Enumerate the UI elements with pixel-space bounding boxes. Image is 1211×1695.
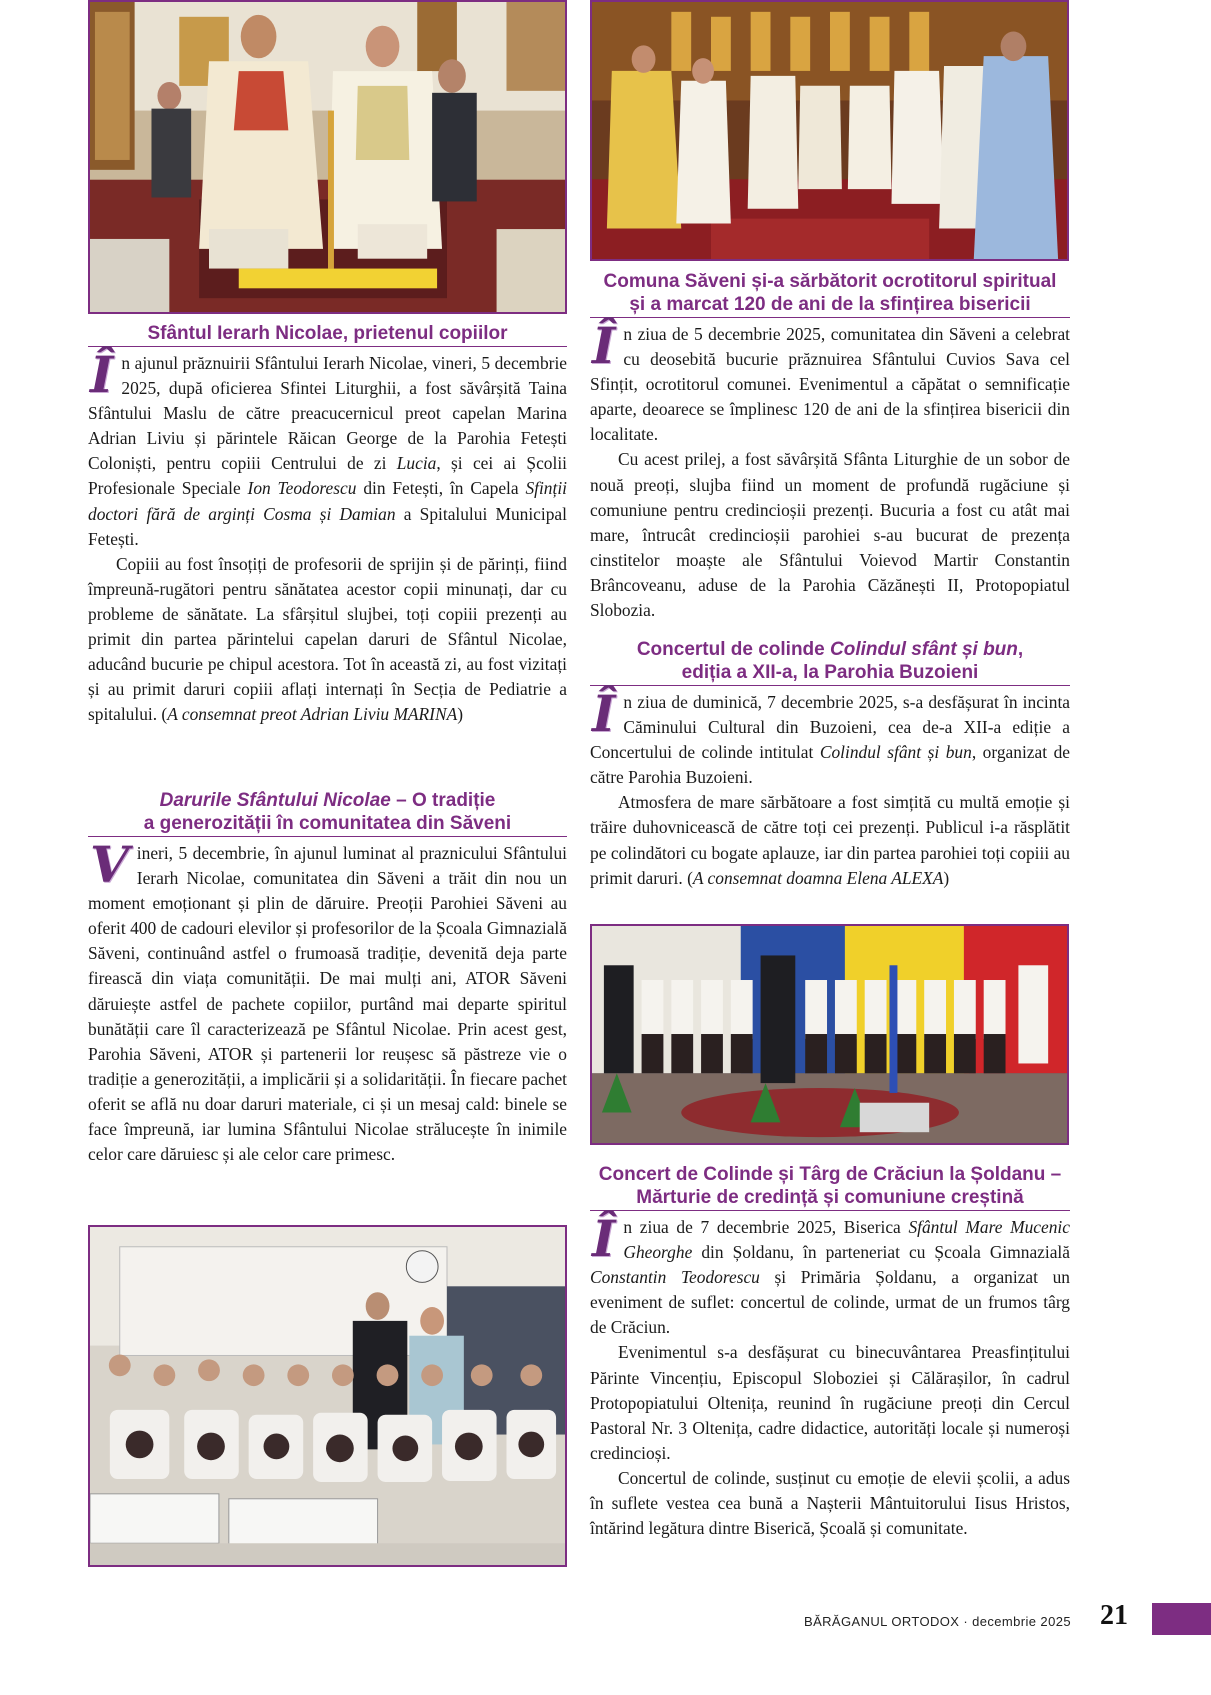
article-paragraph: În ziua de 7 decembrie 2025, Biserica Sfântul Mare Mucenic Gheorghe din Șoldanu, în parteneriat cu Școala Gimnazială Constantin Teodorescu și Primăria Șoldanu, a organizat un eveniment de suflet: concertul de colinde, urmat de un frumos târg de Crăciun. bbox=[590, 1209, 1070, 1338]
photo-children-gifts-image bbox=[90, 1227, 565, 1565]
article-sfantul-nicolae-prietenul-copiilor bbox=[88, 322, 567, 727]
article-concert-soldanu bbox=[590, 1163, 1070, 1541]
photo-maslu bbox=[88, 0, 567, 314]
article-paragraph: În ziua de 5 decembrie 2025, comunitatea din Săveni a celebrat cu deosebită bucurie prăznuirea Sfântului Cuvios Sava cel Sfințit, ocrotitorul comunei. Evenimentul a căpătat o semnificație aparte, deoarece se împlinesc 120 de ani de la sfințirea bisericii din localitate. bbox=[590, 316, 1070, 445]
photo-children-gifts bbox=[88, 1225, 567, 1567]
drop-cap: Î bbox=[592, 684, 616, 743]
article-title: Concertul de colinde Colindul sfânt și bun, ediția a XII-a, la Parohia Buzoieni bbox=[590, 638, 1070, 686]
photo-colinde-concert bbox=[590, 924, 1069, 1145]
article-paragraph: În ajunul prăznuirii Sfântului Ierarh Nicolae, vineri, 5 decembrie 2025, după oficierea Sfintei Liturghii, a fost săvârșită Taina Sfântului Maslu de către preacucernicul preot capelan Marina Adrian Liviu și părintele Răican George de la Parohia Fetești Coloniști, pentru copiii Centrului de zi Lucia, și cei ai Școlii Profesionale Speciale Ion Teodorescu din Fetești, în Capela Sfinții doctori fără de arginți Cosma și Damian a Spitalului Municipal Fetești. bbox=[88, 345, 568, 549]
drop-cap: V bbox=[90, 835, 129, 894]
article-comuna-saveni bbox=[590, 270, 1070, 623]
drop-cap: Î bbox=[90, 345, 114, 404]
article-title: Concert de Colinde și Târg de Crăciun la Șoldanu – Mărturie de credință și comuniune creștină bbox=[590, 1163, 1070, 1211]
article-darurile-sfantului-nicolae bbox=[88, 789, 567, 1167]
drop-cap: Î bbox=[592, 1209, 616, 1268]
photo-saveni-church-image bbox=[592, 2, 1067, 259]
article-title: Comuna Săveni și-a sărbătorit ocrotitorul spiritual și a marcat 120 de ani de la sfințirea bisericii bbox=[590, 270, 1070, 318]
article-paragraph: În ziua de duminică, 7 decembrie 2025, s-a desfășurat în incinta Căminului Cultural din Buzoieni, cea de-a XII-a ediție a Concertului de colinde intitulat Colindul sfânt și bun, organizat de către Parohia Buzoieni. bbox=[590, 684, 1070, 788]
article-paragraph: Concertul de colinde, susținut cu emoție de elevii școlii, a adus în suflete vestea cea bună a Nașterii Mântuitorului Iisus Hristos, întărind legătura dintre Biserică, Școală și comunitate. bbox=[590, 1467, 1070, 1539]
article-paragraph: Vineri, 5 decembrie, în ajunul luminat al praznicului Sfântului Ierarh Nicolae, comunitatea din Săveni a trăit din nou un moment emoționant și plin de dăruire. Preoții Parohiei Săveni au oferit 400 de cadouri elevilor și profesorilor de la Școala Gimnazială Săveni, continuând astfel o frumoasă tradiție, devenită deja parte firească din viața comunității. De mai mulți ani, ATOR Săveni dăruiește astfel de pachete copiilor, purtând mai departe spiritul bunătății care îl caracterizează pe Sfântul Nicolae. Prin acest gest, Parohia Săveni, ATOR și partenerii lor reușesc să păstreze vie o tradiție a generozității, a implicării și a solidarității. În fiecare pachet oferit se află nu doar daruri materiale, ci și un mesaj cald: binele se face împreună, iar lumina Sfântului Nicolae strălucește în inimile celor care dăruiesc și ale celor care primesc. bbox=[88, 835, 567, 1165]
article-paragraph: Cu acest prilej, a fost săvârșită Sfânta Liturghie de un sobor de nouă preoți, slujba fiind un moment de profundă rugăciune și comuniune pentru credincioșii prezenți. Bucuria a fost cu atât mai mare, întrucât credincioșii parohiei s-au bucurat de prezența cinstitelor moaște ale Sfântului Voievod Martir Constantin Brâncoveanu, aduse de la Parohia Căzănești II, Protopopiatul Slobozia. bbox=[590, 449, 1070, 621]
photo-saveni-church bbox=[590, 0, 1069, 261]
drop-cap: Î bbox=[592, 316, 616, 375]
article-title: Sfântul Ierarh Nicolae, prietenul copiilor bbox=[88, 322, 567, 347]
article-title: Darurile Sfântului Nicolae – O tradiție a generozității în comunitatea din Săveni bbox=[88, 789, 567, 837]
footer-publication: BĂRĂGANUL ORTODOX · decembrie 2025 bbox=[804, 1614, 1071, 1629]
photo-colinde-concert-image bbox=[592, 926, 1067, 1143]
article-concert-colinde-buzoieni bbox=[590, 638, 1070, 891]
photo-maslu-image bbox=[90, 2, 565, 312]
article-paragraph: Copiii au fost însoțiți de profesorii de sprijin și de părinți, fiind împreună-rugători pentru sănătatea acestor copii minunați, dar cu probleme de sănătate. La sfârșitul slujbei, toți copiii prezenți au primit din partea părintelui capelan daruri de Sfântul Nicolae, aducând bucurie pe chipul acestora. Tot în această zi, au fost vizitați și au primit daruri copiii aflați internați în Secția de Pediatrie a spitalului. (A consemnat preot Adrian Liviu MARINA) bbox=[88, 553, 567, 725]
footer-accent-bar bbox=[1152, 1603, 1211, 1635]
page-number: 21 bbox=[1100, 1600, 1128, 1631]
article-paragraph: Atmosfera de mare sărbătoare a fost simțită cu multă emoție și trăire duhovnicească de către toți cei prezenți. Publicul i-a răsplătit pe colindători cu bogate aplauze, iar din partea parohiei toți copiii au primit daruri. (A consemnat doamna Elena ALEXA) bbox=[590, 792, 1070, 888]
article-paragraph: Evenimentul s-a desfășurat cu binecuvântarea Preasfințitului Părinte Vincențiu, Episcopul Sloboziei și Călărașilor, în cadrul Protopopiatului Oltenița, reunind în rugăciune preoți din Cercul Pastoral Nr. 3 Oltenița, cadre didactice, autorități locale și numeroși credincioși. bbox=[590, 1342, 1070, 1463]
